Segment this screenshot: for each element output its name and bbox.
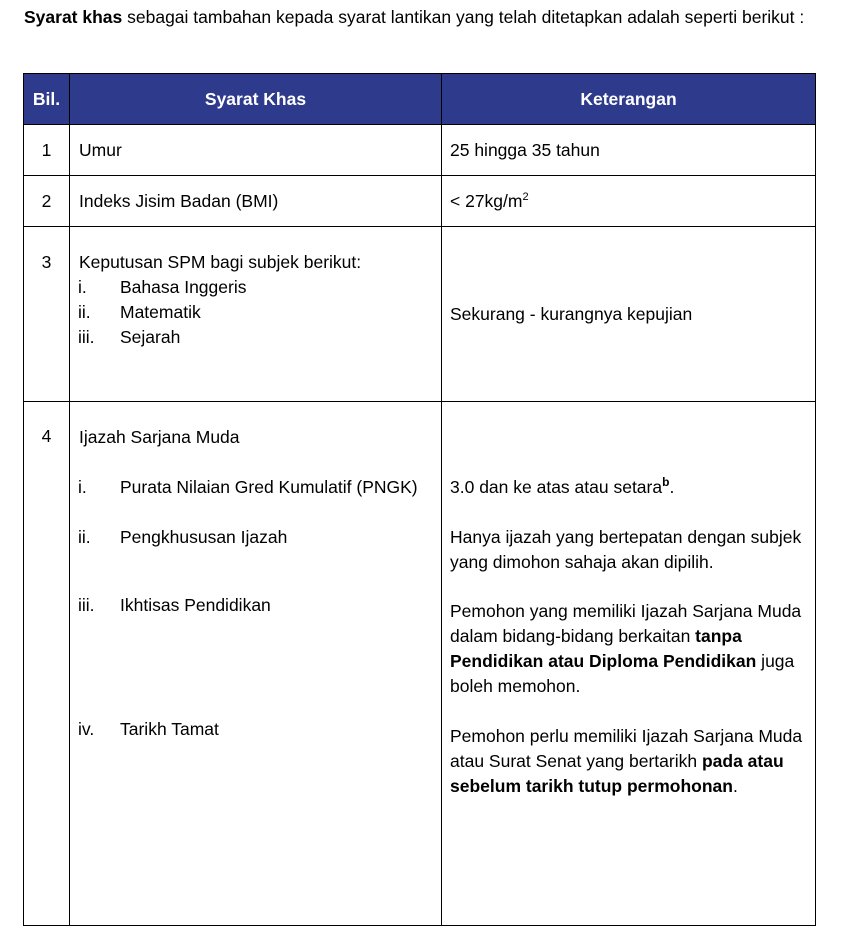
intro-paragraph — [24, 5, 816, 30]
syarat-cell — [70, 227, 442, 402]
table-header-row — [24, 74, 816, 125]
list-item: ii. Pengkhususan Ijazah — [78, 527, 288, 547]
header-bil: Bil. — [24, 74, 70, 125]
keterangan-cell — [442, 176, 816, 227]
ikhtisas-text: Pemohon yang memiliki Ijazah Sarjana Muda dalam bidang-bidang berkaitan tanpa Pendidikan atau Diploma Pendidikan juga boleh memohon. — [450, 601, 802, 696]
bmi-value: < 27kg/m — [450, 190, 523, 211]
syarat-cell — [70, 402, 442, 926]
list-item: iii. Sejarah — [78, 327, 181, 347]
intro-bold: Syarat khas — [24, 7, 123, 27]
list-item: iii. Ikhtisas Pendidikan — [78, 595, 271, 615]
header-keterangan: Keterangan — [442, 74, 816, 125]
bmi-superscript: 2 — [522, 190, 529, 203]
keterangan-cell: Sekurang - kurangnya kepujian — [442, 227, 816, 402]
pengkhususan-text: Hanya ijazah yang bertepatan dengan subjek yang dimohon sahaja akan dipilih. — [450, 527, 802, 572]
ijazah-heading: Ijazah Sarjana Muda — [79, 427, 240, 447]
syarat-cell: Umur — [70, 125, 442, 176]
row-number: 2 — [24, 176, 70, 227]
keterangan-cell: 25 hingga 35 tahun — [442, 125, 816, 176]
table-row — [24, 227, 816, 402]
list-item: i. Bahasa Inggeris — [78, 277, 247, 297]
pngk-text: 3.0 dan ke atas atau setara$^b$. — [450, 475, 675, 497]
table-row — [24, 125, 816, 176]
row-number: 4 — [24, 402, 70, 926]
list-item: iv. Tarikh Tamat — [78, 719, 219, 739]
tarikh-tamat-text: Pemohon perlu memiliki Ijazah Sarjana Muda atau Surat Senat yang bertarikh pada atau sebelum tarikh tutup permohonan. — [450, 726, 803, 796]
syarat-cell: Indeks Jisim Badan (BMI) — [70, 176, 442, 227]
spm-heading: Keputusan SPM bagi subjek berikut: — [79, 252, 362, 272]
list-item: i. Purata Nilaian Gred Kumulatif (PNGK) — [78, 477, 418, 497]
intro-text: sebagai tambahan kepada syarat lantikan yang telah ditetapkan adalah seperti berikut : — [122, 7, 805, 27]
table-row — [24, 402, 816, 926]
header-syarat: Syarat Khas — [70, 74, 442, 125]
row-number: 3 — [24, 227, 70, 402]
requirements-table — [23, 73, 816, 926]
list-item: ii. Matematik — [78, 302, 201, 322]
row-number: 1 — [24, 125, 70, 176]
keterangan-cell — [442, 402, 816, 926]
table-row — [24, 176, 816, 227]
